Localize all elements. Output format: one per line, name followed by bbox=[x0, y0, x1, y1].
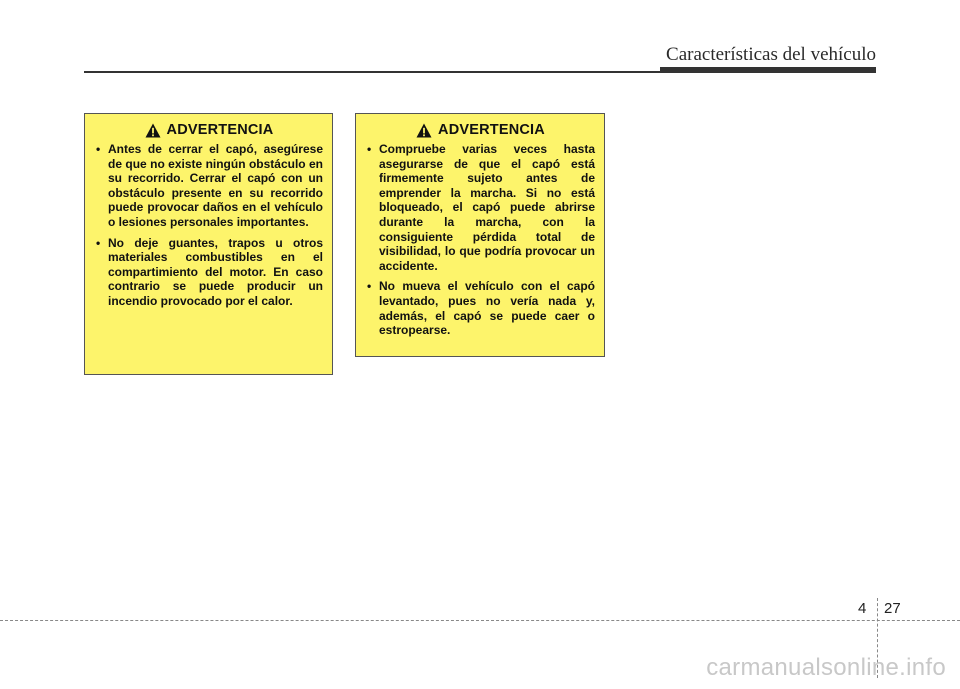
warning-title: ADVERTENCIA bbox=[166, 122, 274, 138]
page-number: 27 bbox=[884, 600, 901, 617]
warning-triangle-icon bbox=[145, 123, 161, 138]
header-rule-thin bbox=[84, 71, 660, 73]
footer-dashed-rule bbox=[0, 620, 960, 621]
warning-triangle-icon bbox=[416, 123, 432, 138]
warning-header bbox=[95, 122, 323, 138]
warning-header bbox=[366, 122, 595, 138]
warning-item: • Compruebe varias veces hasta asegurarse de que el capó está firmemente sujeto antes de emprender la marcha. Si no está bloqueado, el capó puede abrirse durante la marcha, con la consiguiente pérdida total de visibilidad, lo que podría provocar un accidente. bbox=[366, 142, 595, 273]
section-title: Características del vehículo bbox=[666, 44, 876, 65]
warning-item: • No deje guantes, trapos u otros materiales combustibles en el compartimiento del motor. En caso contrario se puede producir un incendio provocado por el calor. bbox=[95, 236, 323, 309]
watermark: carmanualsonline.info bbox=[706, 654, 946, 681]
warning-list bbox=[95, 142, 323, 309]
warning-item: • No mueva el vehículo con el capó levantado, pues no vería nada y, además, el capó se puede caer o estropearse. bbox=[366, 279, 595, 337]
warning-box-hood-latched bbox=[355, 113, 605, 357]
warning-list bbox=[366, 142, 595, 338]
warning-box-hood-closing bbox=[84, 113, 333, 375]
warning-item: • Antes de cerrar el capó, asegúrese de que no existe ningún obstáculo en su recorrido. Cerrar el capó con un obstáculo presente en su recorrido puede provocar daños en el vehículo o lesiones personales importantes. bbox=[95, 142, 323, 230]
header-rule-thick bbox=[660, 67, 876, 73]
chapter-number: 4 bbox=[858, 600, 867, 617]
warning-title: ADVERTENCIA bbox=[438, 122, 545, 138]
